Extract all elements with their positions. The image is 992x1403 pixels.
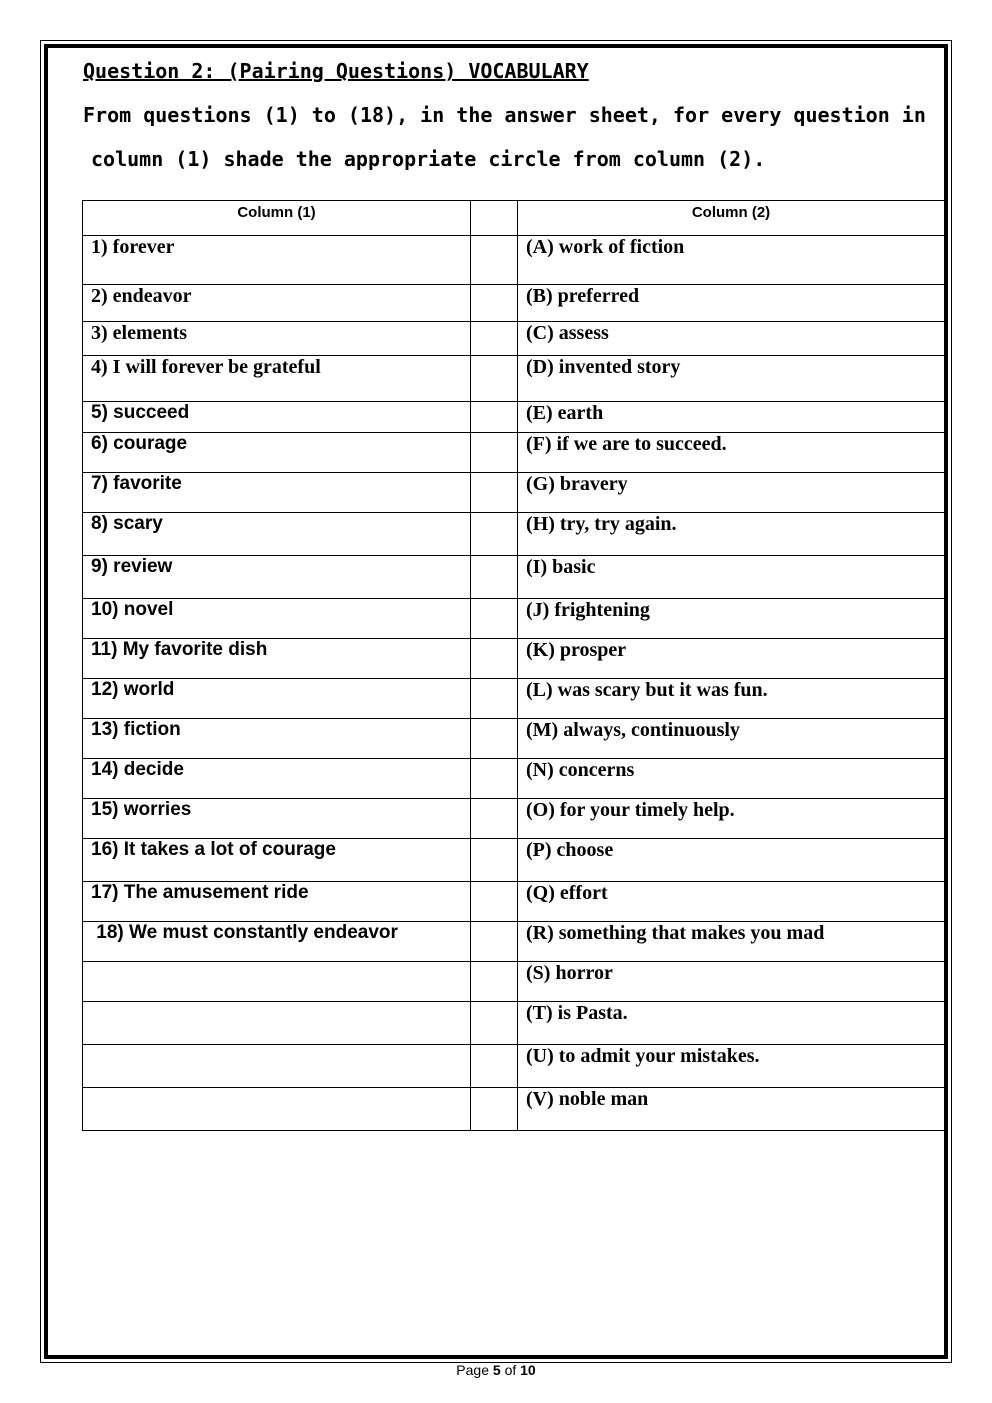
- column-1-cell: 10) novel: [83, 599, 471, 639]
- column-1-cell: 9) review: [83, 556, 471, 599]
- spacer-cell: [471, 285, 518, 322]
- table-row: [83, 719, 945, 759]
- column-2-cell: (V) noble man: [518, 1088, 945, 1131]
- spacer-cell: [471, 922, 518, 962]
- spacer-cell: [471, 839, 518, 882]
- spacer-cell: [471, 1045, 518, 1088]
- column-1-cell: 5) succeed: [83, 402, 471, 433]
- spacer-cell: [471, 639, 518, 679]
- instruction-line-1: From questions (1) to (18), in the answer sheet, for every question in: [83, 103, 926, 127]
- column-2-cell: (O) for your timely help.: [518, 799, 945, 839]
- column-1-cell: 18) We must constantly endeavor: [83, 922, 471, 962]
- table-row: [83, 473, 945, 513]
- question-title: Question 2: (Pairing Questions) VOCABULARY: [83, 59, 589, 83]
- table-row: [83, 236, 945, 285]
- column-1-cell: [83, 1002, 471, 1045]
- footer-page-word: Page: [456, 1362, 489, 1378]
- table-row: [83, 679, 945, 719]
- column-1-cell: 6) courage: [83, 433, 471, 473]
- column-1-cell: 12) world: [83, 679, 471, 719]
- table-header-row: [83, 201, 945, 236]
- table-row: [83, 962, 945, 1002]
- column-2-header: Column (2): [518, 201, 945, 236]
- column-2-cell: (U) to admit your mistakes.: [518, 1045, 945, 1088]
- spacer-cell: [471, 322, 518, 356]
- column-2-cell: (B) preferred: [518, 285, 945, 322]
- column-1-cell: [83, 962, 471, 1002]
- column-2-cell: (R) something that makes you mad: [518, 922, 945, 962]
- footer-of-word: of: [504, 1362, 517, 1378]
- table-row: [83, 639, 945, 679]
- table-row: [83, 759, 945, 799]
- column-2-cell: (J) frightening: [518, 599, 945, 639]
- table-row: [83, 882, 945, 922]
- spacer-cell: [471, 433, 518, 473]
- spacer-cell: [471, 599, 518, 639]
- footer-page-number: 5: [492, 1362, 501, 1378]
- column-2-cell: (M) always, continuously: [518, 719, 945, 759]
- spacer-header: [471, 201, 518, 236]
- table-row: [83, 922, 945, 962]
- spacer-cell: [471, 402, 518, 433]
- column-1-cell: 1) forever: [83, 236, 471, 285]
- column-2-cell: (Q) effort: [518, 882, 945, 922]
- table-row: [83, 285, 945, 322]
- column-2-cell: (S) horror: [518, 962, 945, 1002]
- spacer-cell: [471, 473, 518, 513]
- spacer-cell: [471, 962, 518, 1002]
- column-1-cell: 17) The amusement ride: [83, 882, 471, 922]
- column-2-cell: (H) try, try again.: [518, 513, 945, 556]
- column-2-cell: (T) is Pasta.: [518, 1002, 945, 1045]
- spacer-cell: [471, 882, 518, 922]
- spacer-cell: [471, 356, 518, 402]
- spacer-cell: [471, 1088, 518, 1131]
- spacer-cell: [471, 513, 518, 556]
- table-row: [83, 1088, 945, 1131]
- column-1-cell: 11) My favorite dish: [83, 639, 471, 679]
- column-1-header: Column (1): [83, 201, 471, 236]
- column-1-cell: 14) decide: [83, 759, 471, 799]
- spacer-cell: [471, 679, 518, 719]
- column-2-cell: (C) assess: [518, 322, 945, 356]
- spacer-cell: [471, 236, 518, 285]
- spacer-cell: [471, 1002, 518, 1045]
- column-2-cell: (A) work of fiction: [518, 236, 945, 285]
- table-row: [83, 322, 945, 356]
- column-2-cell: (K) prosper: [518, 639, 945, 679]
- footer-total-pages: 10: [520, 1362, 536, 1378]
- spacer-cell: [471, 759, 518, 799]
- spacer-cell: [471, 556, 518, 599]
- column-1-cell: 13) fiction: [83, 719, 471, 759]
- table-row: [83, 1002, 945, 1045]
- column-1-cell: 7) favorite: [83, 473, 471, 513]
- table-row: [83, 799, 945, 839]
- table-row: [83, 599, 945, 639]
- table-row: [83, 402, 945, 433]
- spacer-cell: [471, 799, 518, 839]
- column-1-cell: 8) scary: [83, 513, 471, 556]
- page-footer: [0, 1362, 992, 1378]
- column-1-cell: [83, 1088, 471, 1131]
- column-2-cell: (N) concerns: [518, 759, 945, 799]
- column-1-cell: 4) I will forever be grateful: [83, 356, 471, 402]
- table-row: [83, 513, 945, 556]
- table-row: [83, 839, 945, 882]
- column-1-cell: 16) It takes a lot of courage: [83, 839, 471, 882]
- column-2-cell: (E) earth: [518, 402, 945, 433]
- column-1-cell: 15) worries: [83, 799, 471, 839]
- column-2-cell: (L) was scary but it was fun.: [518, 679, 945, 719]
- column-1-cell: 3) elements: [83, 322, 471, 356]
- column-1-cell: [83, 1045, 471, 1088]
- column-2-cell: (G) bravery: [518, 473, 945, 513]
- column-2-cell: (I) basic: [518, 556, 945, 599]
- column-1-cell: 2) endeavor: [83, 285, 471, 322]
- table-row: [83, 433, 945, 473]
- instruction-line-2: column (1) shade the appropriate circle from column (2).: [91, 147, 766, 171]
- spacer-cell: [471, 719, 518, 759]
- column-2-cell: (P) choose: [518, 839, 945, 882]
- column-2-cell: (D) invented story: [518, 356, 945, 402]
- column-2-cell: (F) if we are to succeed.: [518, 433, 945, 473]
- table-row: [83, 1045, 945, 1088]
- table-row: [83, 556, 945, 599]
- table-row: [83, 356, 945, 402]
- pairing-table: [82, 200, 945, 1131]
